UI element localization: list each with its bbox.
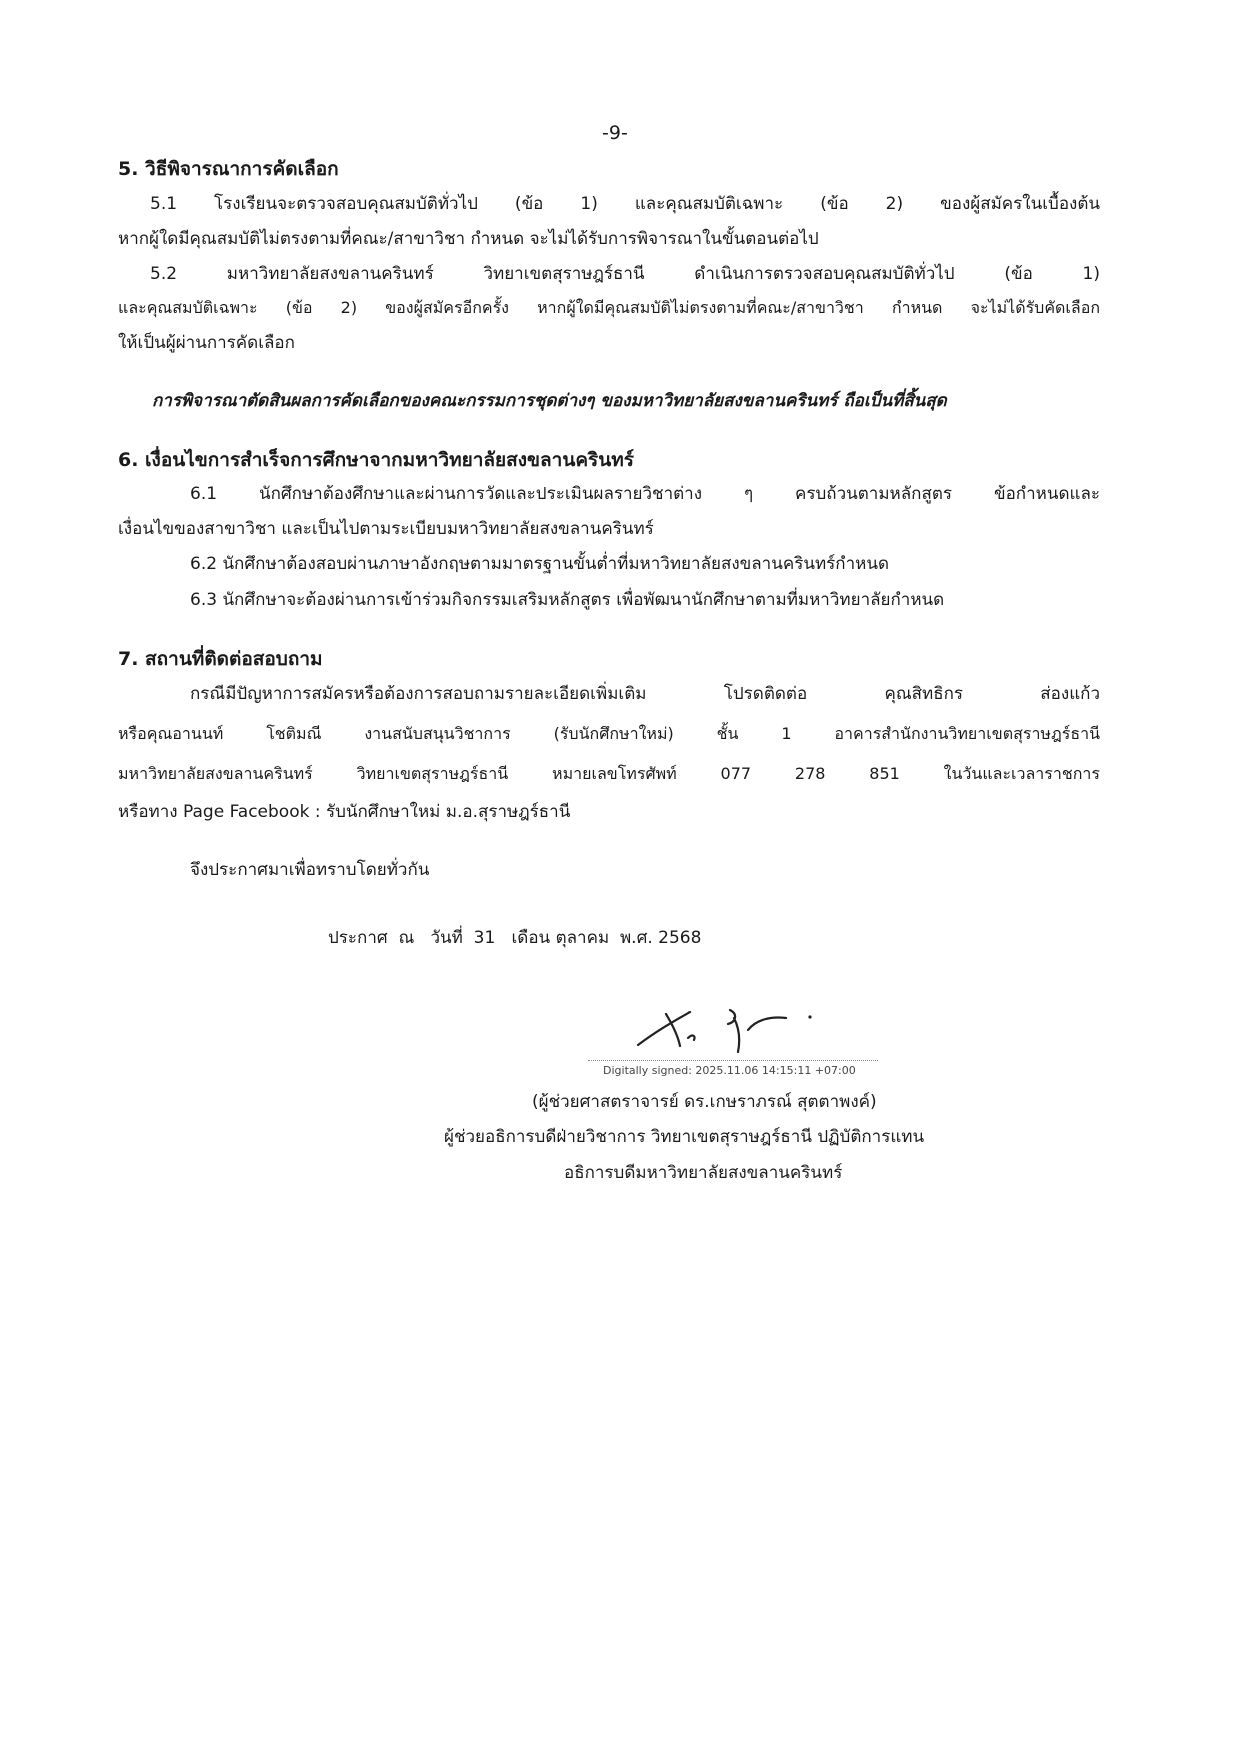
signature-scribble xyxy=(588,1000,878,1060)
section-7-line-2: หรือคุณอานนท์ โชติมณี งานสนับสนุนวิชาการ (รับนักศึกษาใหม่) ชั้น 1 อาคารสำนักงานวิทยาเขตสุราษฎร์ธานี xyxy=(118,724,1100,743)
section-5-2-line-3: ให้เป็นผู้ผ่านการคัดเลือก xyxy=(118,333,295,353)
section-7-line-3: มหาวิทยาลัยสงขลานครินทร์ วิทยาเขตสุราษฎร์ธานี หมายเลขโทรศัพท์ 077 278 851 ในวันและเวลาราชการ xyxy=(118,764,1100,783)
signature-line xyxy=(588,1060,878,1061)
signatory-position-line-2: อธิการบดีมหาวิทยาลัยสงขลานครินทร์ xyxy=(564,1163,843,1183)
section-6-2: 6.2 นักศึกษาต้องสอบผ่านภาษาอังกฤษตามมาตรฐานขั้นต่ำที่มหาวิทยาลัยสงขลานครินทร์กำหนด xyxy=(190,554,889,574)
announcement-date: ประกาศ ณ วันที่ 31 เดือน ตุลาคม พ.ศ. 2568 xyxy=(328,928,702,948)
signatory-position-line-1: ผู้ช่วยอธิการบดีฝ่ายวิชาการ วิทยาเขตสุราษฎร์ธานี ปฏิบัติการแทน xyxy=(444,1127,925,1147)
section-7-heading: 7. สถานที่ติดต่อสอบถาม xyxy=(118,648,323,670)
section-6-1-line-2: เงื่อนไขของสาขาวิชา และเป็นไปตามระเบียบมหาวิทยาลัยสงขลานครินทร์ xyxy=(118,519,654,539)
section-5-1-line-1: 5.1 โรงเรียนจะตรวจสอบคุณสมบัติทั่วไป (ข้อ 1) และคุณสมบัติเฉพาะ (ข้อ 2) ของผู้สมัครในเบื้องต้น xyxy=(150,194,1100,214)
signatory-name: (ผู้ช่วยศาสตราจารย์ ดร.เกษราภรณ์ สุตตาพงค์) xyxy=(532,1092,877,1112)
section-6-3: 6.3 นักศึกษาจะต้องผ่านการเข้าร่วมกิจกรรมเสริมหลักสูตร เพื่อพัฒนานักศึกษาตามที่มหาวิทยาลัยกำหนด xyxy=(190,590,945,610)
closing-statement: จึงประกาศมาเพื่อทราบโดยทั่วกัน xyxy=(190,860,430,880)
section-6-1-line-1: 6.1 นักศึกษาต้องศึกษาและผ่านการวัดและประเมินผลรายวิชาต่าง ๆ ครบถ้วนตามหลักสูตร ข้อกำหนดและ xyxy=(190,484,1100,504)
page-number: -9- xyxy=(602,122,628,144)
section-7-line-1: กรณีมีปัญหาการสมัครหรือต้องการสอบถามรายละเอียดเพิ่มเติม โปรดติดต่อ คุณสิทธิกร ส่องแก้ว xyxy=(190,684,1100,704)
selection-final-note: การพิจารณาตัดสินผลการคัดเลือกของคณะกรรมการชุดต่างๆ ของมหาวิทยาลัยสงขลานครินทร์ ถือเป็นที่สิ้นสุด xyxy=(152,391,947,411)
section-6-heading: 6. เงื่อนไขการสำเร็จการศึกษาจากมหาวิทยาลัยสงขลานครินทร์ xyxy=(118,449,634,471)
section-7-line-4: หรือทาง Page Facebook : รับนักศึกษาใหม่ ม.อ.สุราษฎร์ธานี xyxy=(118,802,571,822)
digital-signature xyxy=(588,1000,878,1085)
section-5-2-line-1: 5.2 มหาวิทยาลัยสงขลานครินทร์ วิทยาเขตสุราษฎร์ธานี ดำเนินการตรวจสอบคุณสมบัติทั่วไป (ข้อ 1) xyxy=(150,264,1100,284)
section-5-1-line-2: หากผู้ใดมีคุณสมบัติไม่ตรงตามที่คณะ/สาขาวิชา กำหนด จะไม่ได้รับการพิจารณาในขั้นตอนต่อไป xyxy=(118,229,819,249)
section-5-heading: 5. วิธีพิจารณาการคัดเลือก xyxy=(118,158,339,180)
digital-signature-caption: Digitally signed: 2025.11.06 14:15:11 +07:00 xyxy=(603,1064,856,1077)
section-5-2-line-2: และคุณสมบัติเฉพาะ (ข้อ 2) ของผู้สมัครอีกครั้ง หากผู้ใดมีคุณสมบัติไม่ตรงตามที่คณะ/สาขาวิชา กำหนด จะไม่ได้รับคัดเลือก xyxy=(118,298,1100,317)
